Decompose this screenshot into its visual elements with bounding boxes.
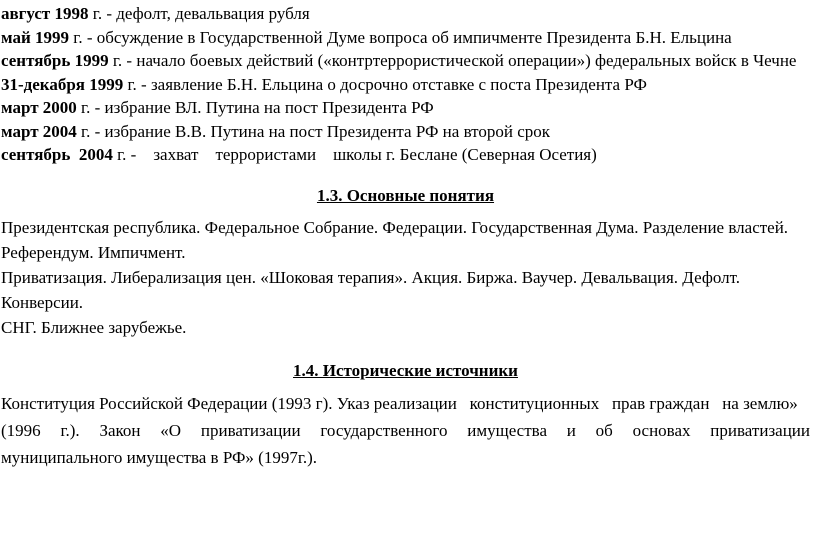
concepts-heading: 1.3. Основные понятия xyxy=(316,185,495,205)
timeline xyxy=(1,2,810,167)
timeline-date: март 2000 xyxy=(1,98,77,117)
timeline-date: 31-декабря 1999 xyxy=(1,74,124,94)
timeline-text: г. - обсуждение в Государственной Думе вопроса об импичменте Президента Б.Н. Ельцина xyxy=(69,27,732,47)
concepts-line: СНГ. Ближнее зарубежье. xyxy=(1,317,187,337)
timeline-item xyxy=(1,49,810,73)
concepts-line: Приватизация. Либерализация цен. «Шоковая терапия». Акция. Биржа. Ваучер. Девальвация. Дефолт. Конверсии. xyxy=(1,267,740,312)
timeline-text: г. - заявление Б.Н. Ельцина о досрочно отставке с поста Президента РФ xyxy=(123,74,647,94)
timeline-date: сентябрь 2004 xyxy=(1,145,113,164)
timeline-date: май 1999 xyxy=(1,27,70,47)
sources-line: (1996 г.). Закон «О приватизации государственного имущества и об основах приватизации xyxy=(1,420,810,440)
sources-section xyxy=(1,390,810,471)
concepts-line: Президентская республика. Федеральное Собрание. Федерации. Государственная Дума. Разделение властей. Референдум. Импичмент. xyxy=(1,217,789,262)
timeline-date: март 2004 xyxy=(1,121,77,141)
timeline-text: г. - начало боевых действий («контртеррористической операции») федеральных войск в Чечне xyxy=(108,51,797,70)
sources-line: муниципального имущества в РФ» (1997г.). xyxy=(1,447,318,467)
timeline-item xyxy=(1,120,810,144)
timeline-item xyxy=(1,26,810,50)
timeline-text: г. - захват террористами школы г. Беслане (Северная Осетия) xyxy=(112,145,597,164)
sources-heading: 1.4. Исторические источники xyxy=(293,360,518,380)
concepts-section xyxy=(1,215,810,340)
timeline-item xyxy=(1,2,810,26)
timeline-date: сентябрь 1999 xyxy=(1,51,109,70)
timeline-date: август 1998 xyxy=(1,4,89,23)
timeline-item xyxy=(1,143,810,167)
sources-line: Конституция Российской Федерации (1993 г). Указ реализации конституционных прав граждан на землю» xyxy=(1,393,798,413)
timeline-text: г. - избрание В.В. Путина на пост Президента РФ на второй срок xyxy=(76,121,551,141)
timeline-text: г. - избрание ВЛ. Путина на пост Президента РФ xyxy=(76,98,434,117)
timeline-item xyxy=(1,96,810,120)
timeline-text: г. - дефолт, девальвация рубля xyxy=(88,4,310,23)
timeline-item xyxy=(1,73,810,97)
